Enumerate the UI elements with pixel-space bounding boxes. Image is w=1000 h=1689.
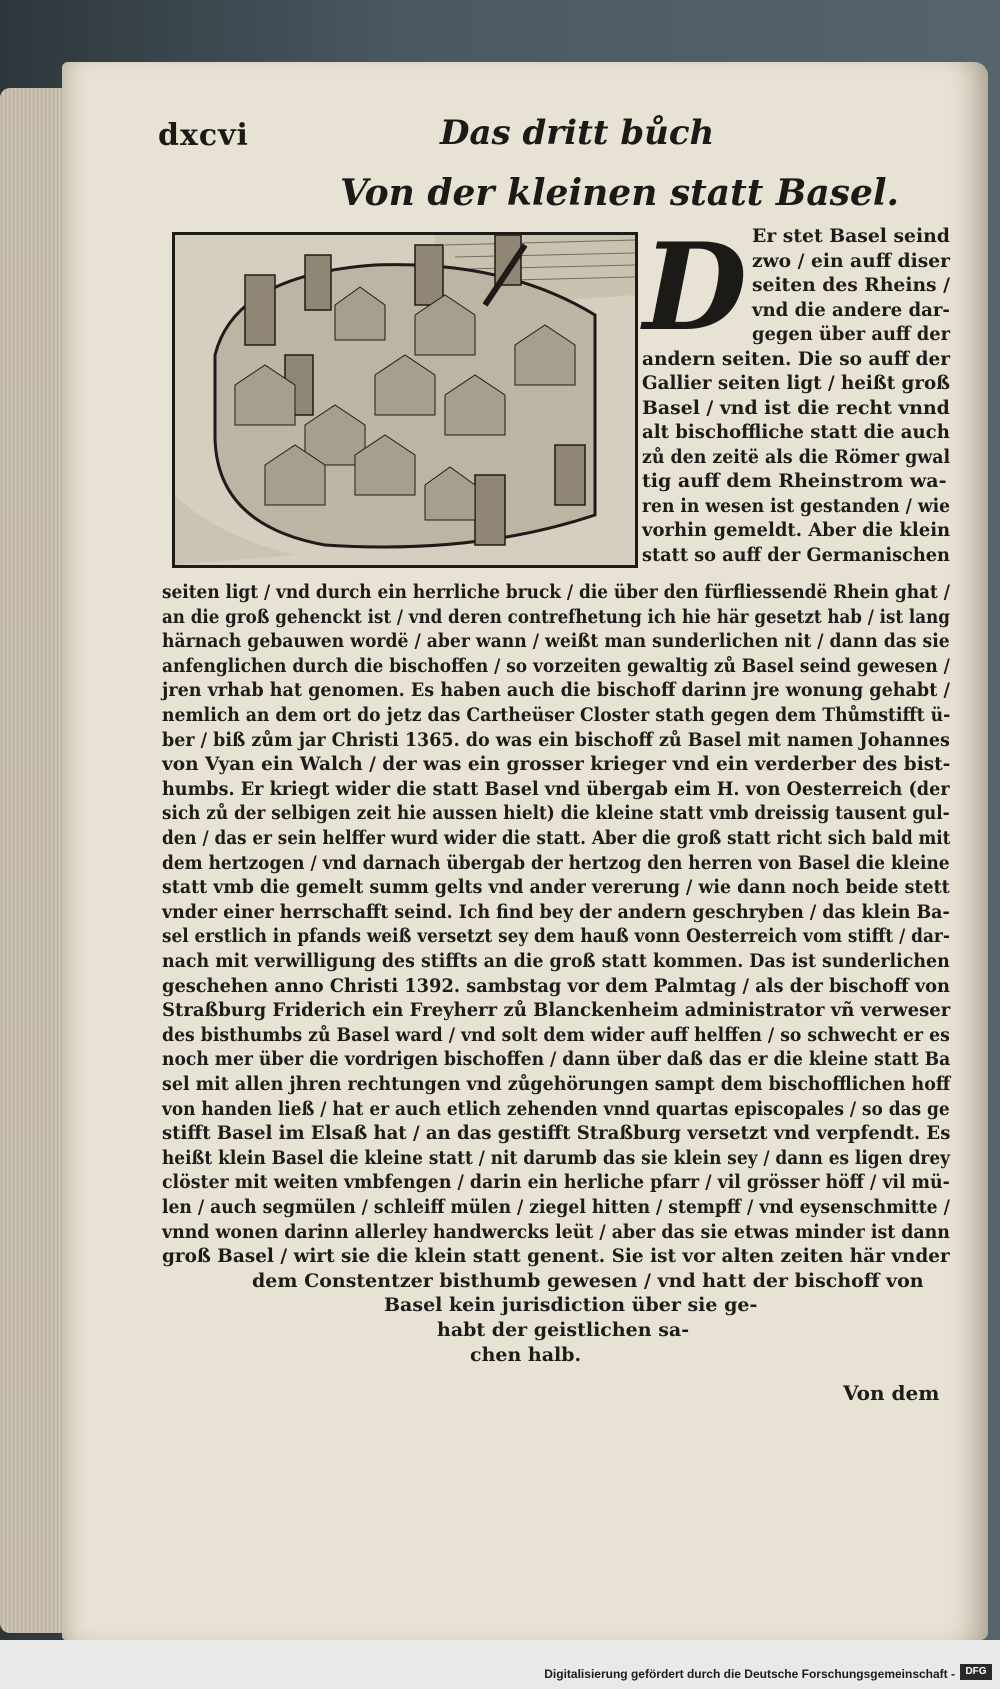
text-line: ber / biß zům jar Christi 1365. do was ein bischoff zů Basel mit namen Johannes (162, 728, 950, 751)
chapter-title: Von der kleinen statt Basel. (340, 172, 900, 214)
text-line: Gallier seiten ligt / heißt groß (642, 372, 951, 394)
text-line: statt so auff der Germanischen (642, 543, 950, 566)
text-line: gegen über auff der (752, 323, 951, 345)
text-line: vnd die andere dar- (752, 298, 950, 321)
text-line: anfenglichen durch die bischoffen / so vorzeiten gewaltig zů Basel seind gewesen / (162, 654, 950, 677)
text-line: härnach gebauwen wordë / aber wann / weißt man sunderlichen nit / dann das sie (162, 630, 950, 653)
text-line: seiten ligt / vnd durch ein herrliche bruck / die über den fürfliessendë Rhein ghat / (162, 581, 950, 603)
text-line: zwo / ein auff diser (752, 249, 950, 272)
text-line: des bisthumbs zů Basel ward / vnd solt dem wider auff helffen / so schwecht er es (162, 1023, 950, 1046)
text-line: Straßburg Friderich ein Freyherr zů Blanckenheim administrator vñ verweser (162, 999, 951, 1022)
digitization-credit: Digitalisierung gefördert durch die Deutsche Forschungsgemeinschaft - (544, 1667, 955, 1681)
footer-strip (0, 1640, 1000, 1689)
text-line: vorhin gemeldt. Aber die klein (642, 519, 951, 541)
text-line: vnder einer herrschafft seind. Ich find bey der andern geschryben / das klein Ba- (162, 900, 950, 923)
page-stack-edge (0, 88, 70, 1633)
running-head: Das dritt bůch (440, 113, 715, 153)
text-line: habt der geistlichen sa- (437, 1319, 690, 1341)
text-line: vnnd wonen darinn allerley handwercks leüt / aber das sie etwas minder ist dann (162, 1220, 950, 1243)
folio-number: dxcvi (158, 118, 249, 153)
text-line: chen halb. (470, 1343, 582, 1366)
dfg-logo: DFG (960, 1664, 992, 1680)
text-line: noch mer über die vordrigen bischoffen / dann über daß das er die kleine statt Ba (162, 1048, 951, 1071)
text-line: jren vrhab hat genomen. Es haben auch die bischoff darinn jre wonung gehabt / (162, 679, 950, 702)
text-line: stifft Basel im Elsaß hat / an das gestifft Straßburg versetzt vnd verpfendt. Es (162, 1122, 951, 1145)
catchword: Von dem (843, 1381, 940, 1405)
text-line: clöster mit weiten vmbfengen / darin ein herliche pfarr / vil grösser höff / vil mü- (162, 1171, 950, 1194)
text-line: den / das er sein helffer wurd wider die statt. Aber die groß statt richt sich bald mit (162, 827, 951, 849)
text-line: sel erstlich in pfands weiß versetzt sey dem hauß vonn Oesterreich vom stifft / dar- (162, 925, 950, 948)
text-line: tig auff dem Rheinstrom wa- (642, 470, 947, 492)
text-line: nemlich an dem ort do jetz das Cartheüser Closter stath gegen dem Thůmstifft ü- (162, 704, 951, 726)
text-line: zů den zeitë als die Römer gwal (642, 445, 951, 468)
text-line: dem hertzogen / vnd darnach übergab der hertzog den herren von Basel die kleine (162, 851, 950, 874)
text-line: Er stet Basel seind (752, 225, 950, 247)
text-line: von Vyan ein Walch / der was ein grosser krieger vnd ein verderber des bist- (162, 753, 951, 776)
text-line: sel mit allen jhren rechtungen vnd zůgehörungen sampt dem bischofflichen hoff (162, 1073, 951, 1095)
text-line: nach mit verwilligung des stiffts an die groß statt kommen. Das ist sunderlichen (162, 950, 950, 972)
drop-cap-initial: D (643, 217, 748, 358)
text-line: an die groß gehenckt ist / vnd deren contrefhetung ich hie här gesetzt hab / ist lang (162, 605, 950, 628)
woodcut-illustration (172, 232, 638, 568)
woodcut-city-image (175, 235, 635, 565)
text-line: von handen ließ / hat er auch etlich zehenden vnnd quartas episcopales / so das ge (162, 1097, 950, 1120)
text-line: andern seiten. Die so auff der (642, 347, 951, 370)
text-line: dem Constentzer bisthumb gewesen / vnd hatt der bischoff von (252, 1269, 924, 1292)
text-line: alt bischoffliche statt die auch (642, 421, 950, 443)
text-line: ren in wesen ist gestanden / wie (642, 494, 951, 517)
text-line: seiten des Rheins / (752, 274, 950, 296)
text-line: sich zů der selbigen zeit hie aussen hielt) die kleine statt vmb dreissig tausent gul- (162, 802, 950, 825)
text-line: Basel / vnd ist die recht vnnd (642, 396, 950, 419)
text-line: statt vmb die gemelt summ gelts vnd ander vererung / wie dann noch beide stett (162, 876, 950, 899)
text-line: groß Basel / wirt sie die klein statt genent. Sie ist vor alten zeiten här vnder (162, 1245, 950, 1268)
text-line: Basel kein jurisdiction über sie ge- (384, 1294, 758, 1317)
text-line: geschehen anno Christi 1392. sambstag vor dem Palmtag / als der bischoff von (162, 974, 951, 997)
text-line: humbs. Er kriegt wider die statt Basel vnd übergab eim H. von Oesterreich (der (162, 777, 950, 800)
text-line: heißt klein Basel die kleine statt / nit darumb das sie klein sey / dann es ligen drey (162, 1146, 950, 1169)
text-line: len / auch segmülen / schleiff mülen / ziegel hitten / stempff / vnd eysenschmitte / (162, 1196, 950, 1218)
